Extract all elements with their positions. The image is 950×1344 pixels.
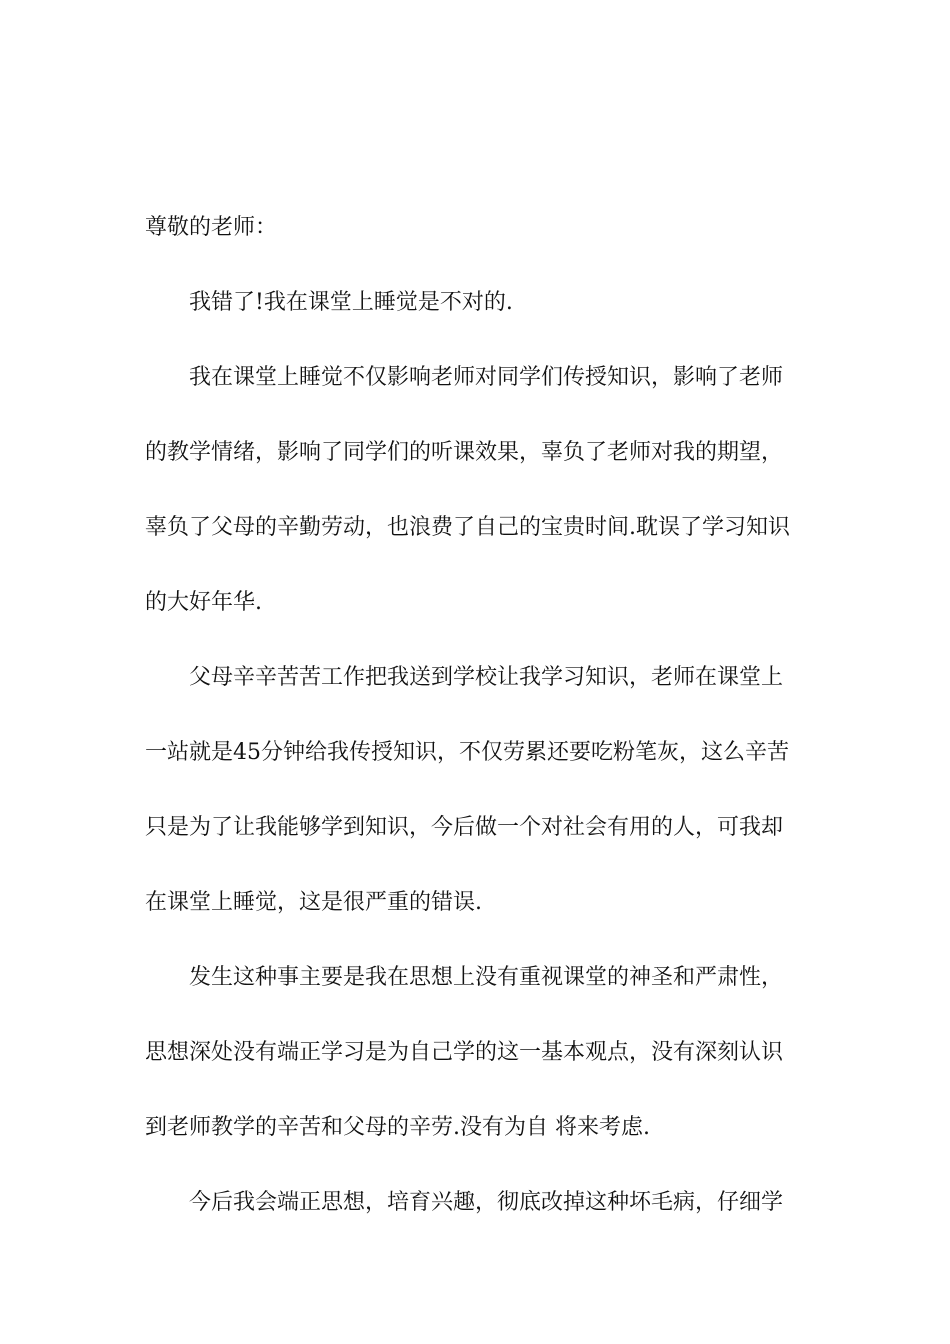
paragraph-line: 的教学情绪，影响了同学们的听课效果，辜负了老师对我的期望， — [145, 440, 784, 465]
paragraph-line: 辜负了父母的辛勤劳动，也浪费了自己的宝贵时间.耽误了学习知识 — [145, 515, 790, 540]
paragraph-line: 一站就是45分钟给我传授知识，不仅劳累还要吃粉笔灰，这么辛苦 — [145, 740, 789, 765]
salutation: 尊敬的老师： — [145, 215, 278, 240]
paragraph-line: 我在课堂上睡觉不仅影响老师对同学们传授知识，影响了老师 — [189, 365, 784, 390]
paragraph-line: 父母辛辛苦苦工作把我送到学校让我学习知识，老师在课堂上 — [189, 665, 784, 690]
paragraph-line: 发生这种事主要是我在思想上没有重视课堂的神圣和严肃性， — [189, 965, 784, 990]
paragraph-line: 我错了!我在课堂上睡觉是不对的. — [189, 290, 513, 315]
paragraph-line: 今后我会端正思想，培育兴趣，彻底改掉这种坏毛病，仔细学 — [189, 1190, 784, 1215]
paragraph-line: 思想深处没有端正学习是为自己学的这一基本观点，没有深刻认识 — [145, 1040, 784, 1065]
paragraph-line: 在课堂上睡觉，这是很严重的错误. — [145, 890, 482, 915]
paragraph-line: 只是为了让我能够学到知识，今后做一个对社会有用的人，可我却 — [145, 815, 784, 840]
paragraph-line: 到老师教学的辛苦和父母的辛劳.没有为自 将来考虑. — [145, 1115, 650, 1140]
paragraph-line: 的大好年华. — [145, 590, 262, 615]
